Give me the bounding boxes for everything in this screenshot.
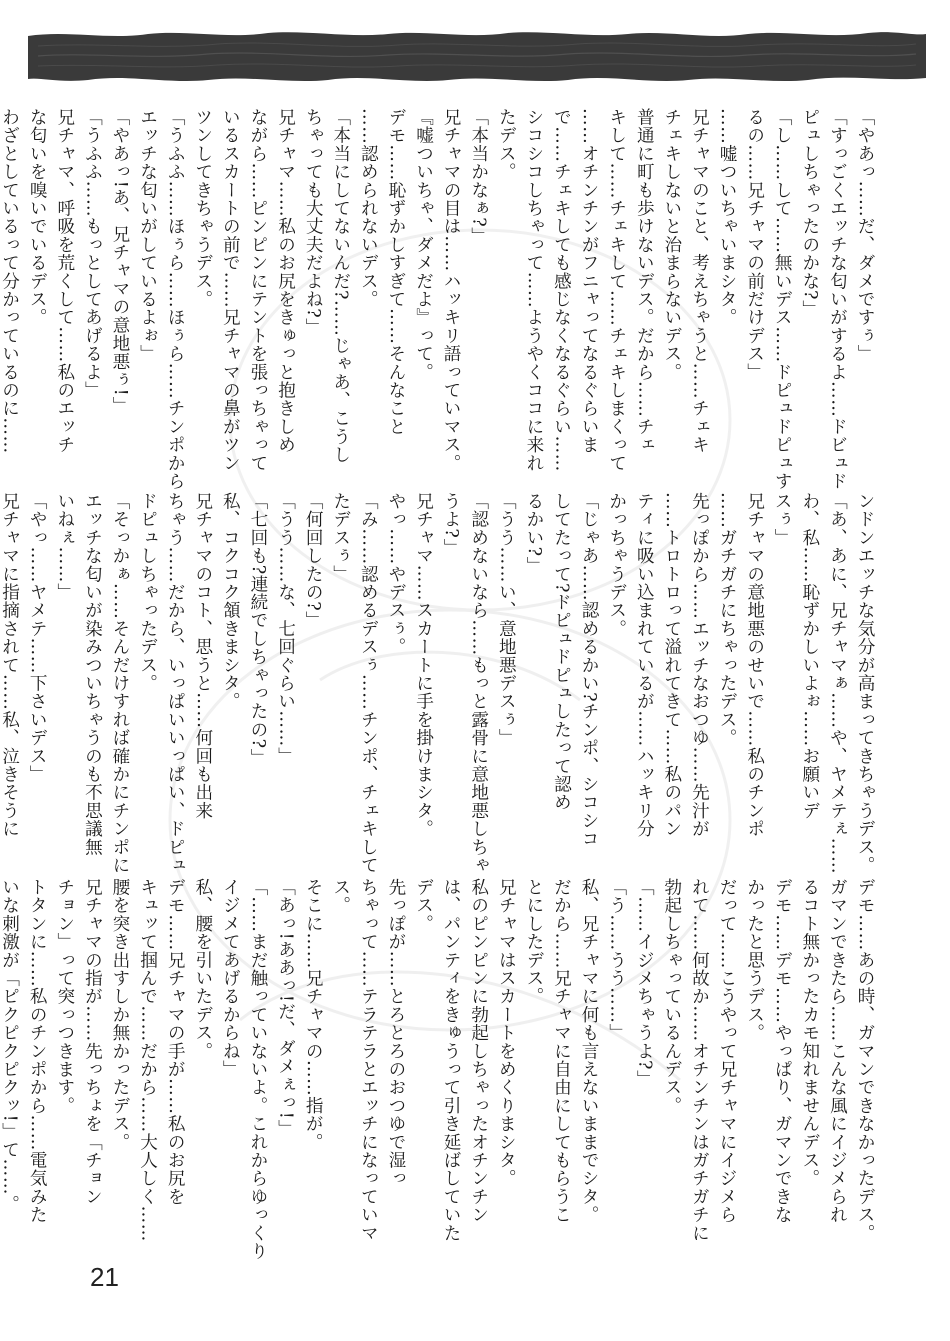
text-column-block-middle: ンドンエッチな気分が高まってきちゃうデス。 「あ、あに、兄チャマぁ……や、ヤメテぇ…… わ、私……恥ずかしいよぉ……お願いデ スぅ」 兄チャマの意地悪のせいで……私のチンポ ……ガチガチにちゃったデス。 先っぽから……エッチなおつゆ……先汁が ……トロトロって溢れてきて……私のパン ティに吸い込まれているが……ハッキリ分 かっちゃうデス。 「じゃあ……認めるかい?チンポ、シコシコ してたって?ドピュドピュしたって認め るかい?」 「うう……い、意地悪デスぅ」 「認めないなら……もっと露骨に意地悪しちゃ うよ?」 兄チャマ……スカートに手を掛けまシタ。 やっ……やデスぅ。 「み……認めるデスぅ……チンポ、チェキして たデスぅ」 「何回したの?」 「うう……な、七回ぐらい……」 「七回も?連続でしちゃったの?」 私、コクコク頷きまシタ。 兄チャマのコト、思うと……何回も出来 ちゃう……だから、いっぱいいっぱい、ドピュ ドピュしちゃったデス。 「そっかぁ……そんだけすれば確かにチンポに エッチな匂いが染みついちゃうのも不思議無 いねぇ……」 「やっ……ヤメテ……下さいデス」 兄チャマに指摘されて……私、泣きそうに [0, 492, 875, 875]
page-number: 21 [90, 1262, 119, 1292]
text-column-block-top: 「やあっ……だ、ダメですぅ」 「すっごくエッチな匂いがするよ……ドビュド ピュしちゃったのかな?」 「し……して……無いデス……ドピュドピュす るの……兄チャマの前だけデス」 ……嘘ついちゃいまシタ。 兄チャマのこと、考えちゃうと……チェキ チェキしないと治まらないデス。 普通に町も歩けないデス。だから……チェ キして……チェキして……チェキしまくって ……オチンチンがフニャってなるぐらいま で……チェキしても感じなくなるぐらい…… シコシコしちゃって……ようやくココに来れ たデス。 「本当かなぁ?」 兄チャマの目は……ハッキリ語っていマス。 『嘘ついちゃ、ダメだよ』って。 デモ……恥ずかしすぎて……そんなこと ……認められないデス。 「本当にしてないんだ?……じゃあ、こうし ちゃっても大丈夫だよね?」 兄チャマ……私のお尻をきゅっと抱きしめ ながら……ピンピンにテントを張っちゃって いるスカートの前で……兄チャマの鼻がツン ツンしてきちゃうデス。 「うふふ……ほぅら……ほぅら……チンポから エッチな匂いがしているよぉ」 「やあっ!あ、兄チャマの意地悪ぅ!」 「うふふ……もっとしてあげるよ」 兄チャマ、呼吸を荒くして……私のエッチ な匂いを嗅いでいるデス。 わざとしているって分かっているのに…… [0, 108, 875, 491]
text-column-block-bottom: デモ……あの時、ガマンできなかったデス。 ガマンできたら……こんな風にイジメられ るコト無かったカモ知れませんデス。 デモ……デモ……やっぱり、ガマンできな かったと思うデス。 だって……こうやって兄チャマにイジメら れて……何故か……オチンチンはガチガチに 勃起しちゃっているんデス。 「……イジメちゃうよ?」 「う……うう……」 私、兄チャマに何も言えないままでシタ。 だから……兄チャマに自由にしてもらうこ とにしたデス。 兄チャマはスカートをめくりまシタ。 私のピンピンに勃起しちゃったオチンチン は、パンティをきゅうって引き延ばしていた デス。 先っぽが……とろとろのおつゆで湿っ ちゃって……テラテラとエッチになっていマ ス。 そこに……兄チャマの……指が。 「あっ!ああっ!だ、ダメぇっ!」 「……まだ触っていないよ。これからゆっくり イジメてあげるからね」 私、腰を引いたデス。 デモ……兄チャマの手が……私のお尻を キュッて掴んで……だから……大人しく…… 腰を突き出すしか無かったデス。 兄チャマの指が……先っちょを「チョン チョン」って突っつきます。 トタンに……私のチンポから……電気みた いな刺激が「ピクピクピクッ!」て……。 [0, 878, 875, 1261]
header-band [28, 30, 926, 82]
